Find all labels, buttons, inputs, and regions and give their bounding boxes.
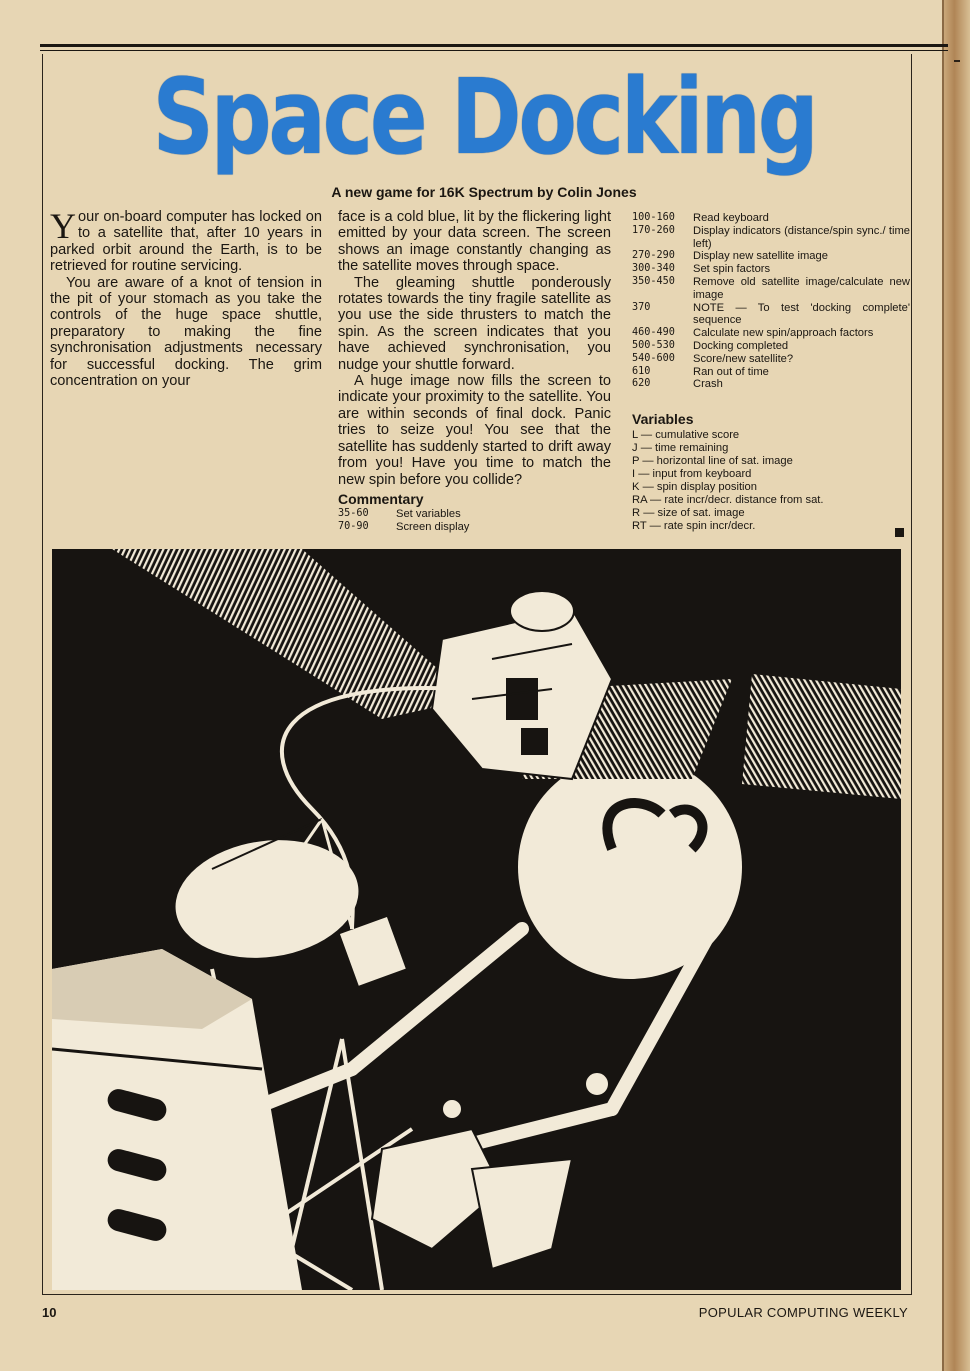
table-row [632, 366, 910, 379]
top-rule-thin [40, 50, 948, 51]
line-range: 170-260 [632, 224, 675, 236]
satellite-illustration [52, 549, 901, 1290]
line-range: 300-340 [632, 263, 675, 275]
table-row [632, 378, 910, 391]
line-range: 350-450 [632, 275, 675, 287]
line-description: Set spin factors [693, 263, 771, 276]
page-number: 10 [42, 1305, 57, 1320]
list-item: R — size of sat. image [632, 507, 745, 520]
paragraph: A huge image now fills the screen to indicate your proximity to the satellite. You are within seconds of final dock. Panic tries to seize you! You see that the satellite has suddenly started to drift away from you! Have you time to match the new spin before you collide? [338, 373, 611, 488]
table-row [632, 212, 910, 225]
list-item: I — input from keyboard [632, 468, 752, 481]
list-item: L — cumulative score [632, 429, 740, 442]
list-item: P — horizontal line of sat. image [632, 455, 793, 468]
line-range: 500-530 [632, 339, 675, 351]
article-title: Space Docking [152, 56, 816, 178]
line-range: 100-160 [632, 212, 675, 223]
dish-antenna [168, 819, 406, 986]
table-row [338, 521, 469, 534]
table-row [632, 327, 910, 340]
line-description: Set variables [396, 508, 461, 521]
line-description: NOTE — To test 'docking complete' sequence [693, 301, 910, 327]
drop-cap: Y [50, 206, 76, 246]
variables-heading: Variables [632, 411, 694, 428]
line-description: Screen display [396, 521, 470, 534]
line-description: Read keyboard [693, 212, 769, 224]
line-description: Display new satellite image [693, 250, 828, 263]
paragraph: face is a cold blue, lit by the flickering light emitted by your data screen. The screen shows an image constantly changing as the satellite moves through space. [338, 209, 611, 275]
line-description: Calculate new spin/approach factors [693, 327, 874, 340]
magazine-name: POPULAR COMPUTING WEEKLY [698, 1305, 908, 1320]
table-row [632, 353, 910, 366]
line-range: 620 [632, 378, 651, 390]
list-item: J — time remaining [632, 442, 729, 455]
commentary-table [338, 508, 469, 534]
solar-panel-far-right [742, 674, 901, 799]
end-of-article-mark [895, 528, 904, 537]
line-range: 460-490 [632, 327, 675, 339]
paragraph: The gleaming shuttle ponderously rotates towards the tiny fragile satellite as you use the side thrusters to match the spin. As the screen indicates that you have achieved synchronisation, you nudge your shuttle forward. [338, 274, 611, 373]
paragraph: You are aware of a knot of tension in the pit of your stomach as you take the controls of the huge space shuttle, preparatory to making the fine synchronisation adjustments necessary for successful docking. The grim concentration on your [50, 274, 322, 390]
list-item: RA — rate incr/decr. distance from sat. [632, 494, 824, 507]
column-1 [50, 206, 322, 390]
line-range: 270-290 [632, 250, 675, 262]
intro-text: our on-board computer has locked on to a satellite that, after 10 years in parked orbit around the Earth, is to be retrieved for routine servicing. [50, 209, 322, 275]
docking-mechanism [372, 1072, 609, 1269]
table-row [632, 340, 910, 353]
column-2 [338, 209, 611, 534]
table-row [632, 302, 910, 328]
intro-paragraph [50, 206, 322, 275]
line-range: 35-60 [338, 508, 369, 520]
table-row [632, 276, 910, 302]
line-range: 70-90 [338, 521, 369, 533]
table-row [632, 250, 910, 263]
line-description: Display indicators (distance/spin sync./ time left) [693, 224, 910, 250]
line-description: Crash [693, 378, 723, 391]
solar-panel-left [112, 549, 472, 719]
line-description: Score/new satellite? [693, 352, 794, 365]
variables-list [632, 429, 910, 533]
line-description: Docking completed [693, 339, 789, 352]
page-edge [942, 0, 970, 1371]
line-range: 370 [632, 301, 651, 313]
list-item: RT — rate spin incr/decr. [632, 520, 756, 533]
article-subtitle: A new game for 16K Spectrum by Colin Jones [331, 184, 637, 200]
top-rule [40, 44, 948, 47]
table-row [338, 508, 469, 521]
line-description: Remove old satellite image/calculate new image [693, 275, 910, 301]
commentary-heading: Commentary [338, 490, 424, 507]
table-row [632, 263, 910, 276]
column-3 [632, 212, 910, 533]
shuttle-hull [52, 949, 302, 1290]
listing-table [632, 212, 910, 391]
table-row [632, 225, 910, 251]
line-range: 540-600 [632, 352, 675, 364]
line-range: 610 [632, 365, 651, 377]
list-item: K — spin display position [632, 481, 757, 494]
line-description: Ran out of time [693, 365, 769, 378]
